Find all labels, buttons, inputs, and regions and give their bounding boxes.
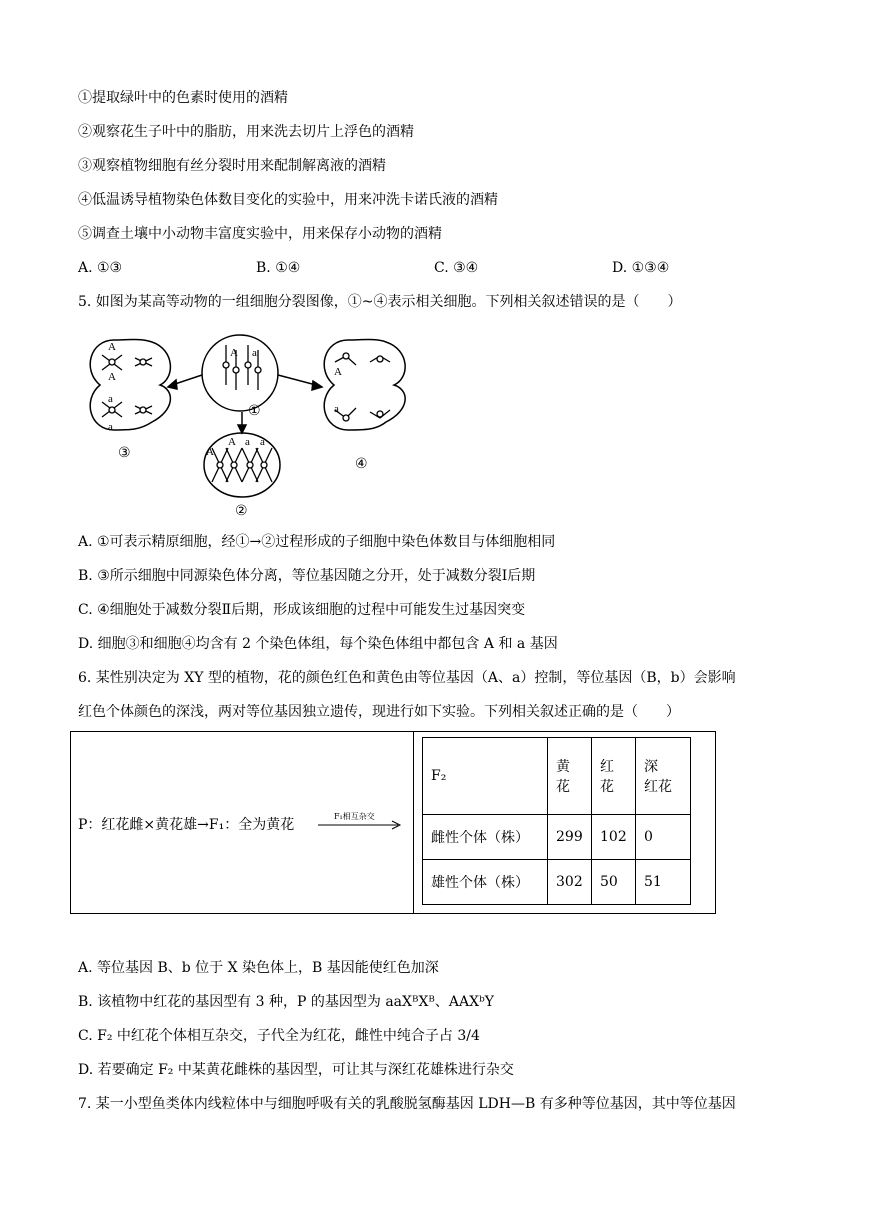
table-header-row bbox=[423, 738, 691, 815]
table-cell: F₂ bbox=[423, 738, 548, 815]
f2-table bbox=[422, 737, 691, 905]
gene-label-A: A bbox=[334, 366, 342, 378]
gene-label-a: a bbox=[260, 436, 265, 448]
table-cell: 50 bbox=[592, 860, 636, 905]
table-row bbox=[423, 860, 691, 905]
cell-label-3: ③ bbox=[118, 445, 131, 461]
statement-2: ②观察花生子叶中的脂肪，用来洗去切片上浮色的酒精 bbox=[78, 124, 414, 140]
gene-label-a: a bbox=[108, 393, 113, 405]
gene-label-A: A bbox=[206, 446, 214, 458]
parental-cross: P：红花雌×黄花雄→F₁：全为黄花 bbox=[78, 817, 295, 833]
cross-arrow bbox=[316, 820, 406, 830]
q4-option-a: A. ①③ bbox=[78, 260, 123, 276]
q6-option-d: D. 若要确定 F₂ 中某黄花雌株的基因型，可让其与深红花雄株进行杂交 bbox=[78, 1062, 514, 1078]
statement-1: ①提取绿叶中的色素时使用的酒精 bbox=[78, 90, 288, 106]
table-cell: 雌性个体（株） bbox=[423, 815, 548, 860]
statement-5: ⑤调查土壤中小动物丰富度实验中，用来保存小动物的酒精 bbox=[78, 226, 442, 242]
table-cell: 黄花 bbox=[548, 738, 592, 815]
table-cell: 299 bbox=[548, 815, 592, 860]
gene-label-a: a bbox=[334, 403, 339, 415]
q6-option-b: B. 该植物中红花的基因型有 3 种，P 的基因型为 aaXᴮXᴮ、AAXᵇY bbox=[78, 994, 494, 1010]
cell-label-1: ① bbox=[248, 403, 261, 419]
q4-option-b: B. ①④ bbox=[256, 260, 301, 276]
gene-label-a: a bbox=[108, 421, 113, 433]
q5-option-a: A. ①可表示精原细胞，经①→②过程形成的子细胞中染色体数目与体细胞相同 bbox=[78, 534, 556, 550]
q6-option-c: C. F₂ 中红花个体相互杂交，子代全为红花，雌性中纯合子占 3/4 bbox=[78, 1028, 480, 1044]
q5-option-c: C. ④细胞处于减数分裂Ⅱ后期，形成该细胞的过程中可能发生过基因突变 bbox=[78, 602, 526, 618]
q5-option-d: D. 细胞③和细胞④均含有 2 个染色体组，每个染色体组中都包含 A 和 a 基因 bbox=[78, 636, 558, 652]
table-cell: 深 红花 bbox=[636, 738, 691, 815]
statement-3: ③观察植物细胞有丝分裂时用来配制解离液的酒精 bbox=[78, 158, 386, 174]
gene-label-A: A bbox=[230, 347, 238, 359]
gene-label-a: a bbox=[252, 347, 257, 359]
table-cell: 302 bbox=[548, 860, 592, 905]
q6-stem-line2: 红色个体颜色的深浅，两对等位基因独立遗传，现进行如下实验。下列相关叙述正确的是（ ） bbox=[78, 704, 680, 720]
q5-option-b: B. ③所示细胞中同源染色体分离，等位基因随之分开，处于减数分裂Ⅰ后期 bbox=[78, 568, 536, 584]
table-cell: 102 bbox=[592, 815, 636, 860]
q6-stem-line1: 6. 某性别决定为 XY 型的植物，花的颜色红色和黄色由等位基因（A、a）控制，等位基因（B，b）会影响 bbox=[78, 670, 736, 686]
arrow-label: F₁相互杂交 bbox=[334, 812, 375, 821]
table-row bbox=[423, 815, 691, 860]
cell-division-diagram bbox=[80, 330, 420, 520]
gene-label-A: A bbox=[228, 436, 236, 448]
q5-stem: 5. 如图为某高等动物的一组细胞分裂图像，①~④表示相关细胞。下列相关叙述错误的是（ ） bbox=[78, 294, 682, 310]
statement-4: ④低温诱导植物染色体数目变化的实验中，用来冲洗卡诺氏液的酒精 bbox=[78, 192, 498, 208]
box-divider bbox=[413, 731, 414, 914]
cell-label-4: ④ bbox=[355, 456, 368, 472]
q6-option-a: A. 等位基因 B、b 位于 X 染色体上，B 基因能使红色加深 bbox=[78, 960, 439, 976]
q7-stem: 7. 某一小型鱼类体内线粒体中与细胞呼吸有关的乳酸脱氢酶基因 LDH—B 有多种等位基因，其中等位基因 bbox=[78, 1096, 736, 1112]
q4-option-c: C. ③④ bbox=[434, 260, 479, 276]
table-cell: 0 bbox=[636, 815, 691, 860]
table-cell: 51 bbox=[636, 860, 691, 905]
gene-label-A: A bbox=[108, 341, 116, 353]
gene-label-A: A bbox=[108, 371, 116, 383]
table-cell: 红花 bbox=[592, 738, 636, 815]
cell-label-2: ② bbox=[235, 503, 248, 519]
table-cell: 雄性个体（株） bbox=[423, 860, 548, 905]
gene-label-a: a bbox=[245, 436, 250, 448]
q4-option-d: D. ①③④ bbox=[612, 260, 670, 276]
